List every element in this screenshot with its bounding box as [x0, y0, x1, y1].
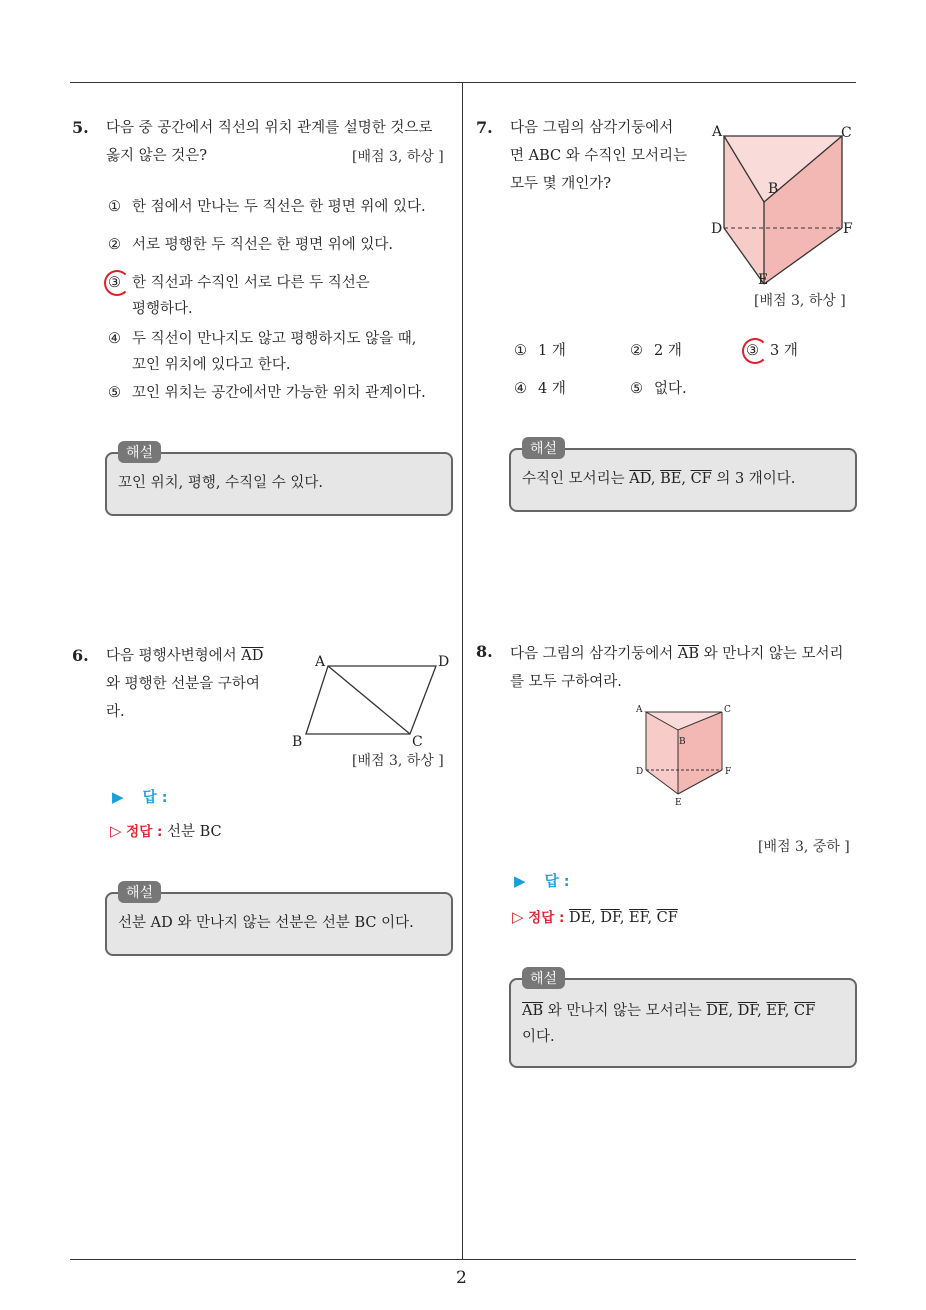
- q7-line1: 다음 그림의 삼각기둥에서: [510, 120, 674, 136]
- q8-number: 8.: [476, 642, 493, 661]
- q7-option-1[interactable]: [514, 338, 566, 364]
- q8-correct-seg-DE: $\overline{DE}$: [568, 910, 592, 926]
- q5-option-3-num: ③: [108, 275, 121, 291]
- q5-answer-mark: [104, 270, 130, 296]
- q6-correct-label: 정답 :: [126, 824, 163, 840]
- q5-score: [배점 3, 하상 ]: [352, 149, 444, 165]
- q5-option-1[interactable]: [108, 194, 426, 220]
- q7-option-4-num: ④: [514, 381, 527, 397]
- q8-question: [510, 640, 860, 696]
- q8-explain-line1: $\overline{AB}$ 와 만나지 않는 모서리는 $\overline{DE}$, $\overline{DF}$, $\overline{EF}$, $\overline{CF}$: [522, 1003, 816, 1019]
- q5-option-5[interactable]: [108, 380, 426, 406]
- q8-correct-label: 정답 :: [528, 910, 565, 926]
- q6-diagonal-AC: [328, 666, 410, 734]
- q6-parallelogram-figure: [288, 650, 458, 750]
- q8-label-A: A: [636, 705, 643, 715]
- q5-line1: 다음 중 공간에서 직선의 위치 관계를 설명한 것으로: [106, 120, 433, 136]
- q6-line2: 와 평행한 선분을 구하여: [106, 676, 260, 692]
- q6-explanation: 선분 AD 와 만나지 않는 선분은 선분 BC 이다.: [118, 915, 414, 931]
- q8-label-D: D: [636, 767, 644, 777]
- q7-number: 7.: [476, 118, 493, 137]
- q5-option-4-text: 두 직선이 만나지도 않고 평행하지도 않을 때,: [132, 331, 417, 347]
- q7-explain-pre: 수직인 모서리는: [522, 471, 625, 487]
- q6-correct-value: 선분 BC: [166, 824, 222, 840]
- q8-label-C: C: [724, 705, 731, 715]
- q6-line1-text: 다음 평행사변형에서: [106, 648, 237, 664]
- q8-correct-arrow-icon: ▷: [512, 908, 524, 926]
- q6-label-B: B: [292, 734, 303, 750]
- q5-number: 5.: [72, 118, 89, 137]
- q7-explain-seg-BE: $\overline{BE}$: [660, 471, 682, 487]
- q5-option-2-text: 서로 평행한 두 직선은 한 평면 위에 있다.: [132, 237, 393, 253]
- q5-option-5-text: 꼬인 위치는 공간에서만 가능한 위치 관계이다.: [132, 385, 426, 401]
- q7-option-5-num: ⑤: [630, 381, 643, 397]
- q6-correct-arrow-icon: ▷: [110, 822, 122, 840]
- q6-label-D: D: [438, 654, 450, 670]
- q8-answer-arrow-icon: ▶: [514, 872, 526, 890]
- q7-option-5-text: 없다.: [654, 381, 687, 397]
- q7-option-1-num: ①: [514, 343, 527, 359]
- q7-line3: 모두 몇 개인가?: [510, 176, 612, 192]
- q7-option-2[interactable]: [630, 338, 682, 364]
- q8-explain-line2: 이다.: [522, 1029, 555, 1045]
- q5-option-1-text: 한 점에서 만나는 두 직선은 한 평면 위에 있다.: [132, 199, 426, 215]
- q8-prism-figure: [630, 700, 740, 810]
- q8-line1-pre: 다음 그림의 삼각기둥에서: [510, 646, 674, 662]
- q6-correct-row: [110, 820, 222, 841]
- q8-line1: [510, 640, 860, 668]
- q7-explain-seg-AD: $\overline{AD}$: [629, 471, 651, 487]
- q5-option-4-num: ④: [108, 331, 121, 347]
- q5-explanation: 꼬인 위치, 평행, 수직일 수 있다.: [118, 475, 323, 491]
- q7-label-A: A: [712, 124, 723, 140]
- q5-option-3[interactable]: [108, 270, 370, 322]
- q6-question: [106, 642, 286, 726]
- q5-option-4[interactable]: [108, 326, 416, 378]
- column-divider: [462, 82, 463, 1260]
- q8-line2: 를 모두 구하여라.: [510, 674, 622, 690]
- q7-label-F: F: [843, 221, 853, 237]
- q5-option-4-text2: 꼬인 위치에 있다고 한다.: [132, 357, 291, 373]
- bottom-rule: [70, 1259, 856, 1260]
- q7-label-D: D: [711, 221, 723, 237]
- q7-answer-mark: [742, 338, 768, 364]
- q8-explain-seg-AB: $\overline{AB}$: [522, 1003, 544, 1019]
- q5-option-3-text: 한 직선과 수직인 서로 다른 두 직선은: [132, 275, 370, 291]
- q7-explain-post: 의 3 개이다.: [716, 471, 796, 487]
- q7-option-4-text: 4 개: [538, 381, 566, 397]
- q6-answer-label: 답 :: [142, 790, 168, 806]
- q5-option-2[interactable]: [108, 232, 393, 258]
- q7-option-3-text: 3 개: [770, 343, 798, 359]
- q8-correct-seg-EF: $\overline{EF}$: [629, 910, 648, 926]
- q8-answer-label: 답 :: [544, 874, 570, 890]
- q8-explanation: [522, 998, 852, 1050]
- q7-score: [배점 3, 하상 ]: [754, 293, 846, 309]
- q7-option-2-num: ②: [630, 343, 643, 359]
- q7-question: [510, 114, 710, 198]
- q8-correct-seg-DF: $\overline{DF}$: [600, 910, 620, 926]
- q6-answer-arrow-icon: ▶: [112, 788, 124, 806]
- q8-label-E: E: [675, 798, 682, 808]
- q8-explain-seg-EF: $\overline{EF}$: [766, 1003, 785, 1019]
- q8-seg-AB: $\overline{AB}$: [677, 646, 700, 662]
- page-number: 2: [456, 1268, 467, 1288]
- q8-correct-row: ▷ 정답 : $\overline{DE}$, $\overline{DF}$, $\overline{EF}$, $\overline{CF}$: [512, 908, 678, 926]
- q5-line2: 옳지 않은 것은?: [106, 148, 208, 164]
- q7-line2: 면 ABC 와 수직인 모서리는: [510, 148, 687, 164]
- q7-option-1-text: 1 개: [538, 343, 566, 359]
- q5-option-2-num: ②: [108, 237, 121, 253]
- q6-label-C: C: [412, 734, 423, 750]
- q8-label-B: B: [679, 737, 686, 747]
- q8-answer-row[interactable]: [514, 870, 570, 891]
- q8-explanation-tag: 해설: [522, 967, 565, 989]
- q6-explanation-tag: 해설: [118, 881, 161, 903]
- q7-explanation: 수직인 모서리는 $\overline{AD}$, $\overline{BE}$, $\overline{CF}$ 의 3 개이다.: [522, 471, 796, 487]
- q6-number: 6.: [72, 646, 89, 665]
- q6-line3: 라.: [106, 704, 125, 720]
- q7-label-C: C: [841, 125, 852, 141]
- q8-score: [배점 3, 중하 ]: [758, 839, 850, 855]
- q8-explain-mid: 와 만나지 않는 모서리는: [547, 1003, 702, 1019]
- q7-prism-figure: [700, 118, 860, 290]
- q6-score: [배점 3, 하상 ]: [352, 753, 444, 769]
- top-rule: [70, 82, 856, 83]
- q7-label-B: B: [768, 181, 779, 197]
- q7-label-E: E: [758, 272, 769, 288]
- q8-label-F: F: [725, 767, 732, 777]
- q5-option-3-text2: 평행하다.: [132, 301, 193, 317]
- q7-option-5[interactable]: [630, 376, 687, 402]
- q6-seg-AD: $\overline{AD}$: [241, 648, 264, 664]
- q8-correct-seg-CF: $\overline{CF}$: [656, 910, 678, 926]
- q6-line1: [106, 642, 286, 670]
- q8-explain-seg-CF: $\overline{CF}$: [793, 1003, 816, 1019]
- q7-option-4[interactable]: [514, 376, 566, 402]
- q6-label-A: A: [315, 654, 326, 670]
- q7-explain-seg-CF: $\overline{CF}$: [690, 471, 712, 487]
- q7-explanation-tag: 해설: [522, 437, 565, 459]
- q8-explain-seg-DE: $\overline{DE}$: [706, 1003, 729, 1019]
- q6-answer-row[interactable]: [112, 786, 168, 807]
- q5-explanation-tag: 해설: [118, 441, 161, 463]
- q8-line1-post: 와 만나지 않는 모서리: [703, 646, 844, 662]
- q7-option-3-num: ③: [746, 343, 759, 359]
- q5-option-1-num: ①: [108, 199, 121, 215]
- q7-option-2-text: 2 개: [654, 343, 682, 359]
- q6-parallelogram: [306, 666, 436, 734]
- q8-explain-seg-DF: $\overline{DF}$: [737, 1003, 758, 1019]
- q5-option-5-num: ⑤: [108, 385, 121, 401]
